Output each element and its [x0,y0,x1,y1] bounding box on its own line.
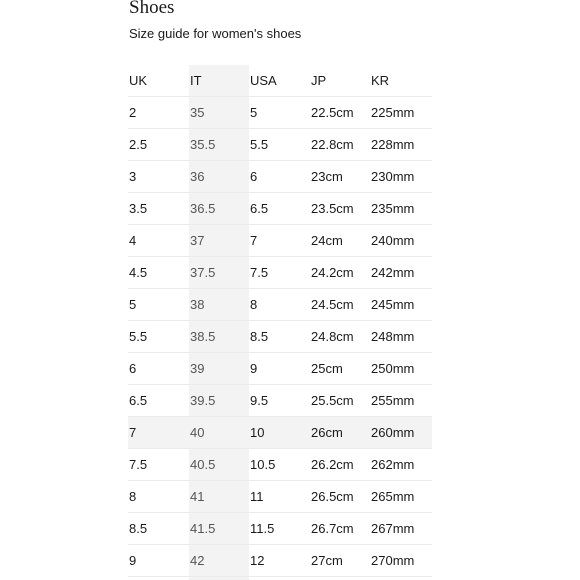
cell-uk: 5 [129,296,137,312]
table-row [128,513,432,545]
cell-it: 39 [190,360,205,376]
cell-usa: 9 [250,360,258,376]
cell-jp: 22.8cm [311,136,354,152]
cell-kr: 260mm [371,424,415,440]
cell-it: 36.5 [190,200,216,216]
cell-it: 38 [190,296,205,312]
cell-uk: 3.5 [129,200,148,216]
cell-uk: 2 [129,104,137,120]
table-row [128,353,432,385]
table-row [128,481,432,513]
cell-it: 37 [190,232,205,248]
cell-jp: 26cm [311,424,343,440]
size-guide-table [128,65,432,577]
cell-kr: 228mm [371,136,415,152]
cell-usa: 12 [250,552,265,568]
cell-uk: 3 [129,168,137,184]
cell-jp: 24.2cm [311,264,354,280]
table-row [128,193,432,225]
cell-usa: 7.5 [250,264,269,280]
page-subtitle: Size guide for women's shoes [129,26,302,41]
table-row [128,257,432,289]
cell-usa: 11 [250,488,264,504]
cell-usa: 5 [250,104,258,120]
cell-usa: 7 [250,232,258,248]
cell-uk: 6 [129,360,137,376]
cell-it: 40 [190,424,205,440]
cell-jp: 26.5cm [311,488,354,504]
page-title: Shoes [129,0,175,18]
column-header-kr: KR [371,72,390,88]
cell-kr: 245mm [371,296,415,312]
cell-kr: 262mm [371,456,415,472]
cell-it: 39.5 [190,392,216,408]
column-header-usa: USA [250,72,277,88]
cell-it: 38.5 [190,328,216,344]
cell-jp: 25cm [311,360,343,376]
cell-kr: 255mm [371,392,415,408]
table-row [128,449,432,481]
cell-uk: 7.5 [129,456,148,472]
cell-usa: 8.5 [250,328,269,344]
table-header-row [128,65,432,97]
cell-it: 35.5 [190,136,216,152]
cell-kr: 242mm [371,264,415,280]
cell-uk: 5.5 [129,328,148,344]
cell-kr: 225mm [371,104,415,120]
cell-kr: 267mm [371,520,415,536]
cell-jp: 24.8cm [311,328,354,344]
cell-it: 41.5 [190,520,216,536]
cell-jp: 24.5cm [311,296,354,312]
cell-jp: 25.5cm [311,392,354,408]
cell-kr: 230mm [371,168,415,184]
cell-usa: 6 [250,168,258,184]
cell-usa: 5.5 [250,136,269,152]
cell-usa: 10.5 [250,456,276,472]
cell-usa: 9.5 [250,392,269,408]
cell-kr: 250mm [371,360,415,376]
cell-usa: 8 [250,296,258,312]
table-row [128,545,432,577]
cell-jp: 24cm [311,232,343,248]
table-row [128,225,432,257]
cell-it: 37.5 [190,264,216,280]
cell-kr: 265mm [371,488,415,504]
cell-usa: 10 [250,424,265,440]
cell-kr: 235mm [371,200,415,216]
column-header-it: IT [190,72,202,88]
cell-uk: 8 [129,488,137,504]
cell-jp: 26.2cm [311,456,354,472]
cell-kr: 248mm [371,328,415,344]
table-row [128,321,432,353]
cell-usa: 11.5 [250,520,275,536]
table-row [128,385,432,417]
cell-uk: 9 [129,552,137,568]
cell-kr: 270mm [371,552,415,568]
cell-it: 42 [190,552,205,568]
cell-it: 35 [190,104,205,120]
column-header-jp: JP [311,72,327,88]
cell-jp: 26.7cm [311,520,354,536]
cell-uk: 2.5 [129,136,148,152]
cell-uk: 6.5 [129,392,148,408]
cell-kr: 240mm [371,232,415,248]
cell-uk: 8.5 [129,520,148,536]
cell-it: 36 [190,168,205,184]
cell-jp: 23cm [311,168,343,184]
cell-jp: 27cm [311,552,343,568]
table-row [128,129,432,161]
cell-uk: 4.5 [129,264,148,280]
table-row [128,161,432,193]
cell-it: 40.5 [190,456,216,472]
cell-uk: 7 [129,424,137,440]
table-row [128,97,432,129]
cell-usa: 6.5 [250,200,269,216]
cell-uk: 4 [129,232,137,248]
table-row [128,289,432,321]
table-row-highlighted [128,417,432,449]
cell-jp: 22.5cm [311,104,354,120]
cell-jp: 23.5cm [311,200,354,216]
cell-it: 41 [190,488,205,504]
column-header-uk: UK [129,72,148,88]
